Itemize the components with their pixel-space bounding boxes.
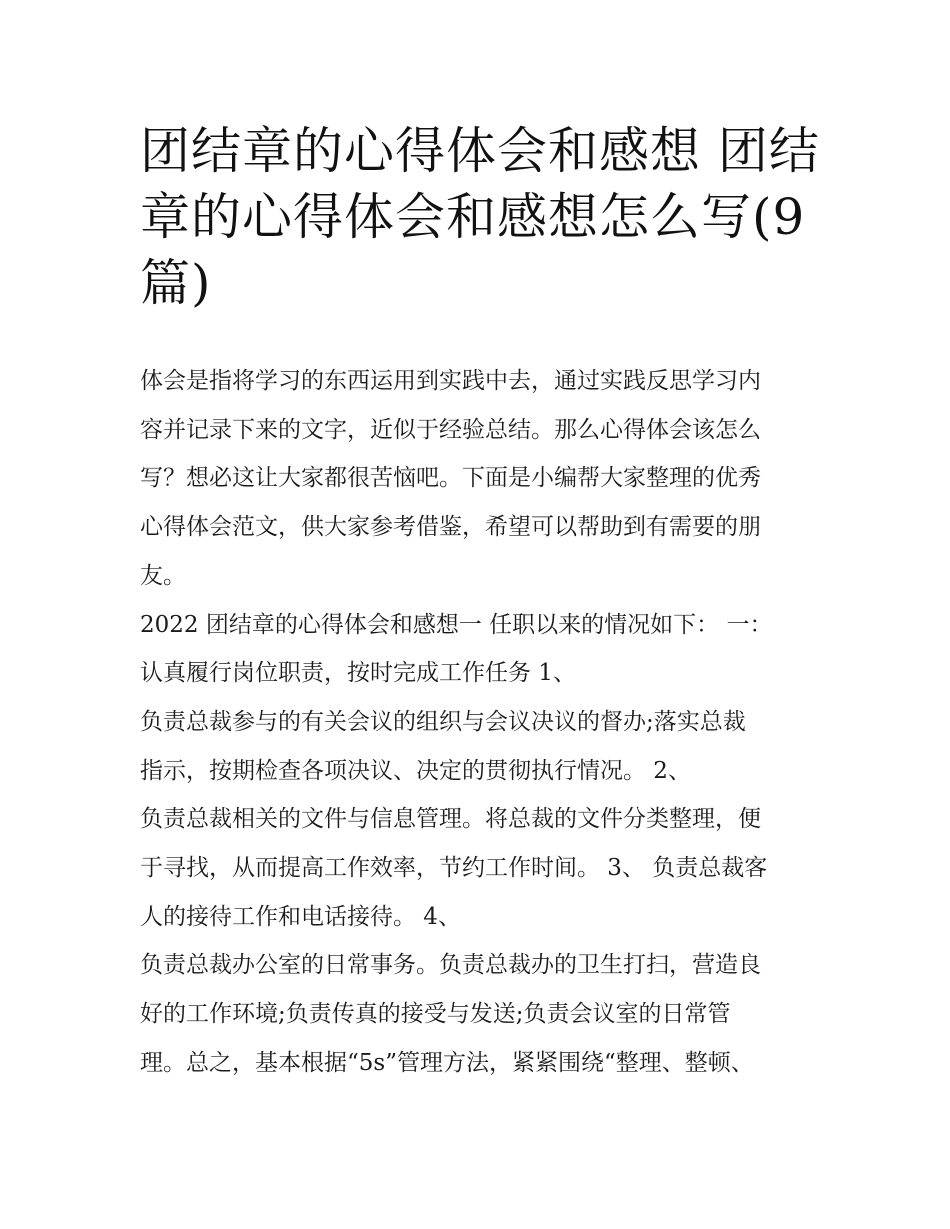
body-line: 写？想必这让大家都很苦恼吧。下面是小编帮大家整理的优秀 [140,465,761,492]
title-line: 团结章的心得体会和感想 团结 [140,122,820,180]
body-line: 好的工作环境;负责传真的接受与发送;负责会议室的日常管 [140,1001,731,1028]
body-line: 体会是指将学习的东西运用到实践中去，通过实践反思学习内 [140,368,761,394]
body-line: 负责总裁办公室的日常事务。负责总裁办的卫生打扫，营造良 [140,952,761,979]
body-line: 友。 [140,562,186,589]
body-line: 认真履行岗位职责，按时完成工作任务 1、 [140,660,576,687]
body-line: 理。总之，基本根据“5s”管理方法，紧紧围绕“整理、整顿、 [140,1049,754,1076]
body-line: 容并记录下来的文字，近似于经验总结。那么心得体会该怎么 [140,416,761,443]
title-line: 章的心得体会和感想怎么写(9 [140,188,806,246]
body-line: 负责总裁参与的有关会议的组织与会议决议的督办;落实总裁 [140,708,746,735]
body-line: 于寻找，从而提高工作效率，节约工作时间。 3、 负责总裁客 [140,855,768,882]
body-line: 人的接待工作和电话接待。 4、 [140,903,461,930]
body-line: 心得体会范文，供大家参考借鉴，希望可以帮助到有需要的朋 [140,514,761,541]
body-line: 指示，按期检查各项决议、决定的贯彻执行情况。 2、 [140,757,691,784]
body-line: 负责总裁相关的文件与信息管理。将总裁的文件分类整理，便 [140,806,761,833]
document-body [140,357,815,1088]
body-line: 2022 团结章的心得体会和感想一 任职以来的情况如下： 一： [140,611,773,638]
document-title [140,118,820,316]
title-line: 篇) [140,254,212,312]
